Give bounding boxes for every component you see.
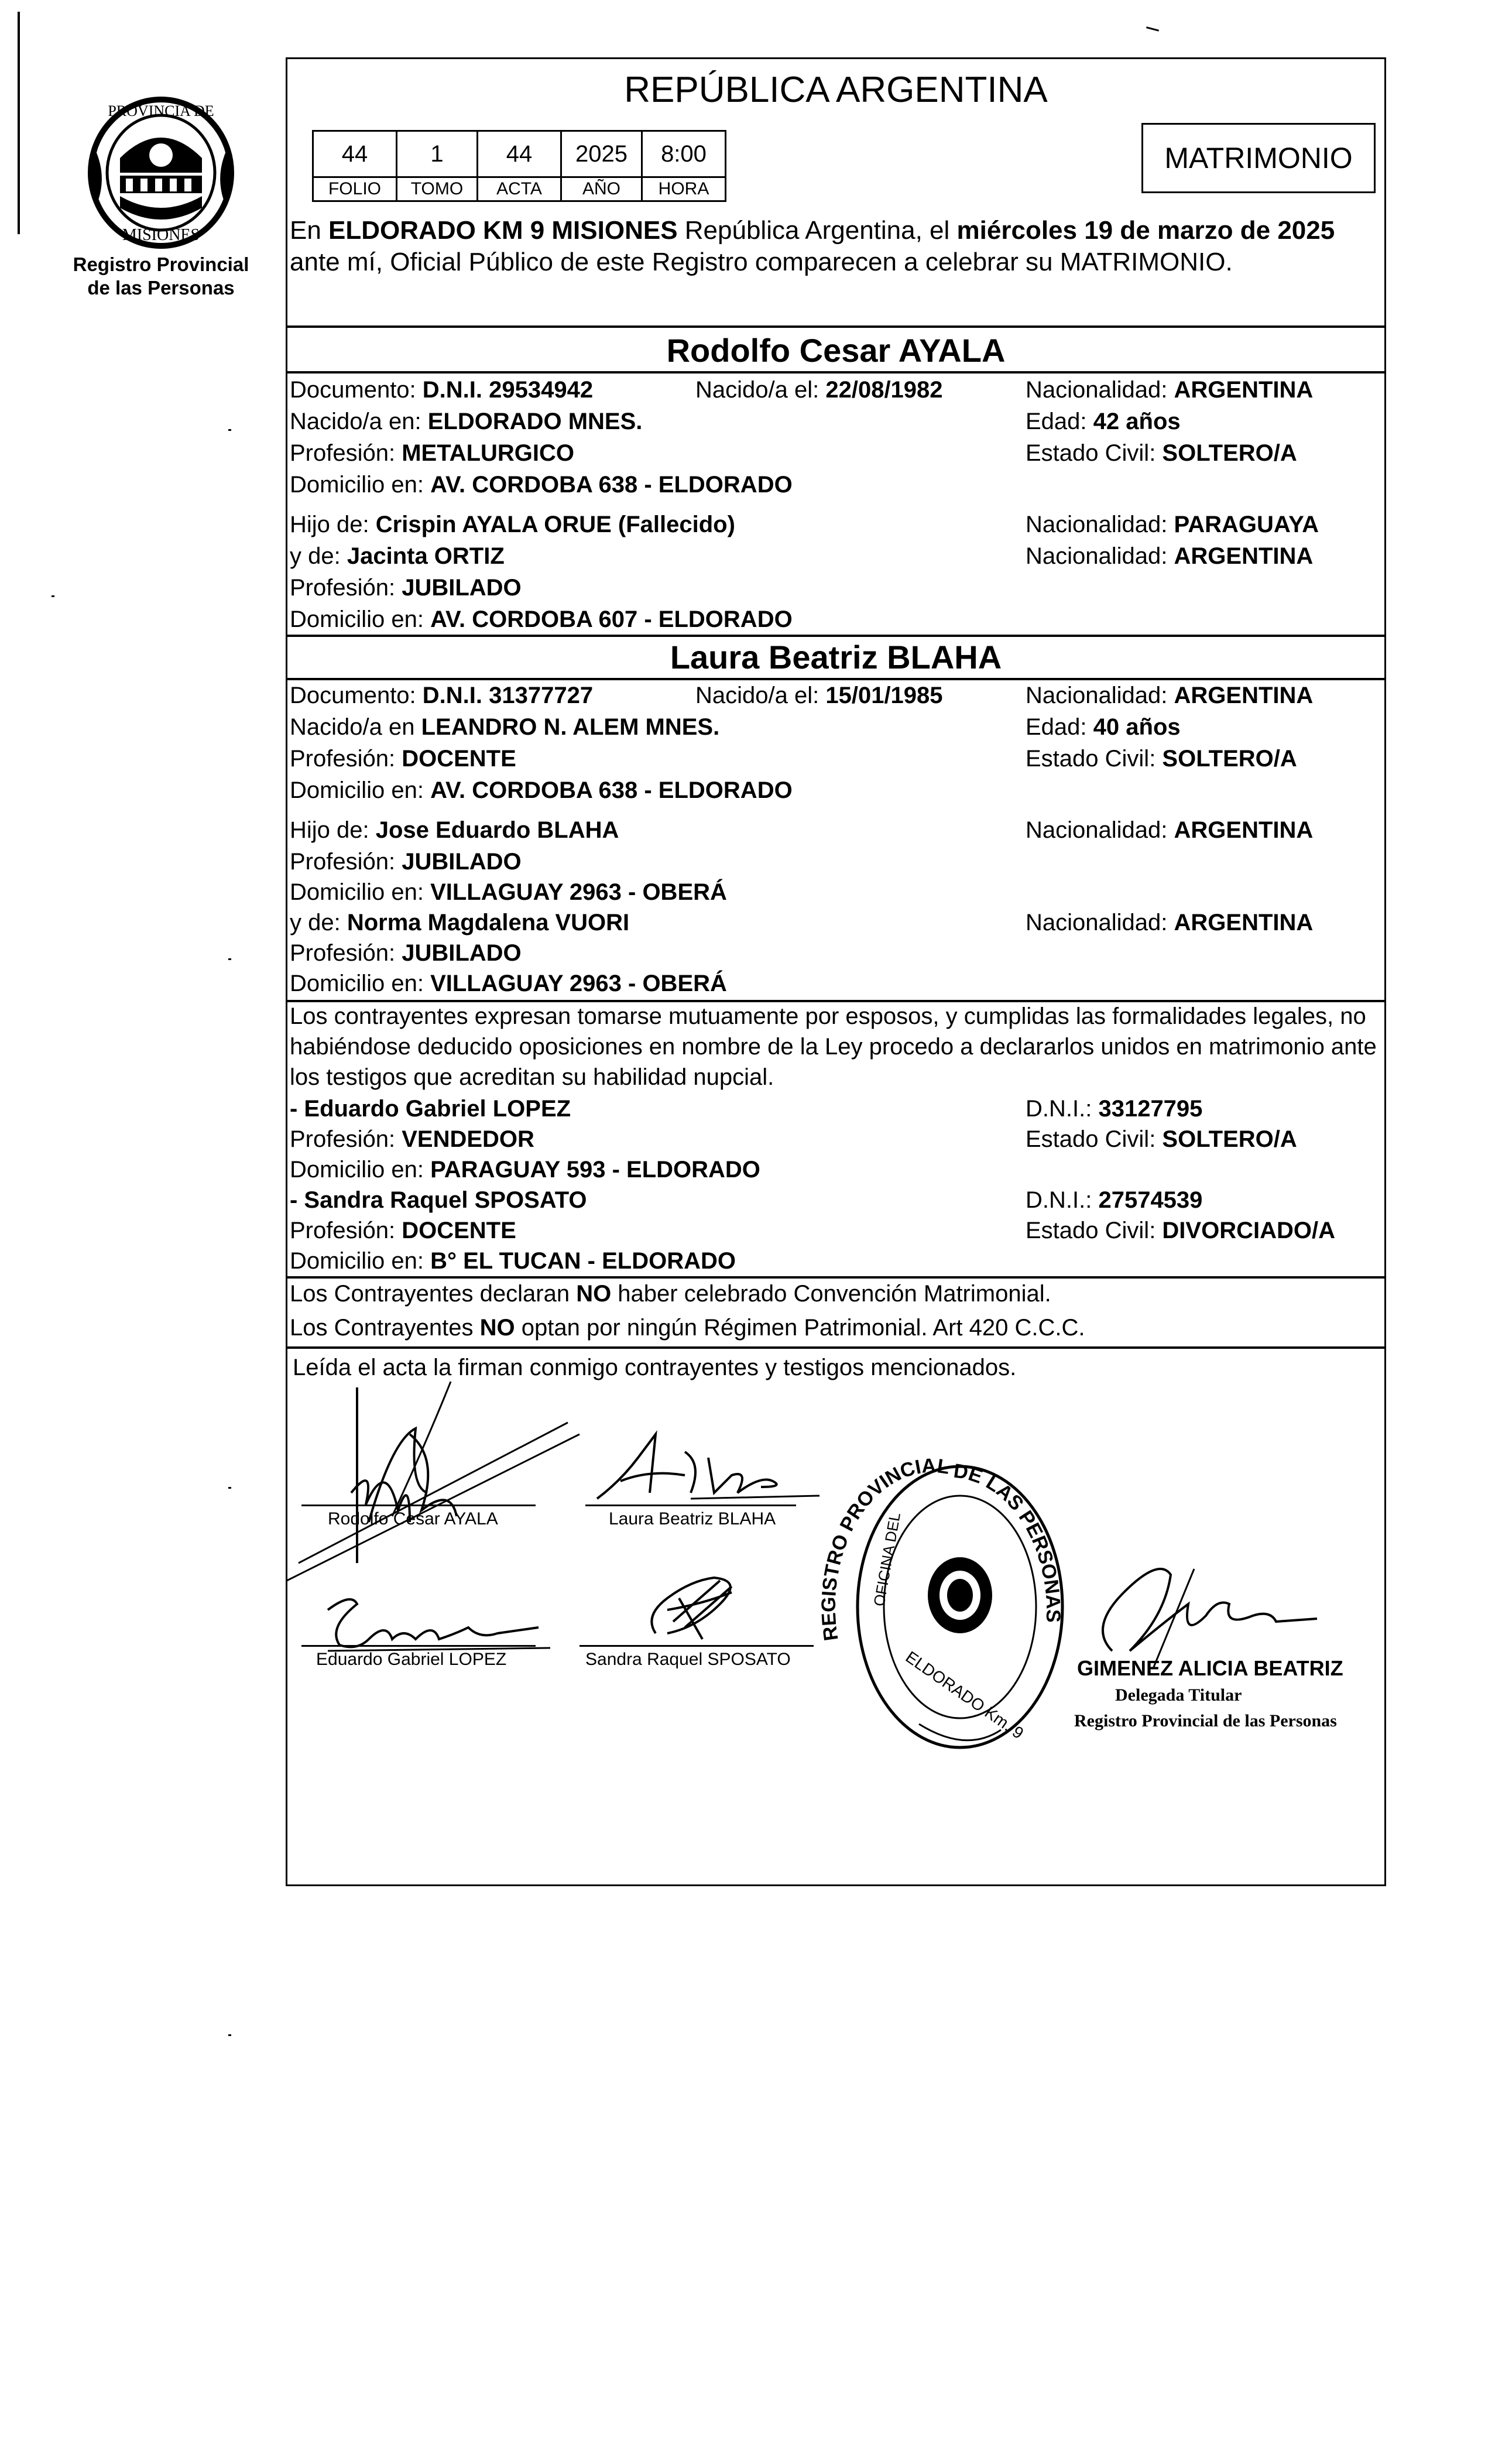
- convention-line2: [290, 1314, 1085, 1342]
- groom-parents-profession: [290, 574, 522, 602]
- label: Domicilio en:: [290, 472, 431, 498]
- label: Domicilio en:: [290, 1248, 431, 1274]
- label: Profesión:: [290, 575, 402, 601]
- witness2-name: - Sandra Raquel SPOSATO: [290, 1187, 587, 1213]
- value: JUBILADO: [402, 849, 522, 875]
- value: ARGENTINA: [1174, 683, 1314, 708]
- value: DOCENTE: [402, 1218, 516, 1243]
- margin-dot: [52, 595, 54, 597]
- value: PARAGUAY 593 - ELDORADO: [430, 1157, 760, 1183]
- registry-caption-line2: de las Personas: [87, 277, 235, 299]
- intro-place: ELDORADO KM 9 MISIONES: [328, 216, 678, 245]
- bride-nationality: [1026, 681, 1313, 710]
- anio-value: 2025: [561, 131, 642, 177]
- value: METALURGICO: [402, 440, 575, 466]
- bride-profession: [290, 745, 516, 773]
- label: Estado Civil:: [1026, 1218, 1163, 1243]
- bride-mother-nationality: [1026, 909, 1313, 937]
- bride-father-nationality: [1026, 816, 1313, 844]
- groom-name: Rodolfo Cesar AYALA: [666, 332, 1006, 369]
- bride-father-address: [290, 878, 727, 906]
- witness2-address: [290, 1247, 736, 1275]
- intro-prefix: En: [290, 216, 329, 245]
- bride-age: [1026, 713, 1181, 741]
- label: Hijo de:: [290, 817, 376, 843]
- logo-top-text: PROVINCIA DE: [108, 102, 214, 119]
- official-stamp: [817, 1454, 1071, 1765]
- witness2-signature-name: Sandra Raquel SPOSATO: [585, 1650, 791, 1669]
- folio-label: FOLIO: [313, 177, 397, 201]
- witness1-address: [290, 1156, 760, 1184]
- value: ARGENTINA: [1174, 817, 1314, 843]
- label: Nacionalidad:: [1026, 512, 1174, 537]
- acta-value: 44: [478, 131, 561, 177]
- official-office: Registro Provincial de las Personas: [1074, 1711, 1337, 1730]
- intro-line2: ante mí, Oficial Público de este Registro comparecen a celebrar su MATRIMONIO.: [290, 248, 1233, 276]
- value: AV. CORDOBA 638 - ELDORADO: [430, 777, 793, 803]
- label: Profesión:: [290, 746, 402, 772]
- declaration-line1: Los contrayentes expresan tomarse mutuamente por esposos, y cumplidas las formalidades legales, no: [290, 1003, 1366, 1029]
- groom-father: [290, 510, 735, 539]
- label: Domicilio en:: [290, 879, 431, 905]
- value: D.N.I. 31377727: [422, 683, 594, 708]
- bride-father-profession: [290, 848, 522, 876]
- margin-dot: [228, 1487, 231, 1489]
- witness1-name: - Eduardo Gabriel LOPEZ: [290, 1096, 571, 1122]
- bride-signature: [585, 1428, 831, 1510]
- hora-value: 8:00: [642, 131, 726, 177]
- label: Domicilio en:: [290, 1157, 431, 1183]
- value: VENDEDOR: [402, 1126, 534, 1152]
- value: VILLAGUAY 2963 - OBERÁ: [430, 971, 727, 996]
- country-title: REPÚBLICA ARGENTINA: [624, 70, 1048, 110]
- bride-name: Laura Beatriz BLAHA: [670, 639, 1002, 676]
- label: Nacido/a el:: [695, 377, 826, 403]
- declaration-line3: los testigos que acreditan su habilidad nupcial.: [290, 1064, 774, 1090]
- anio-label: AÑO: [561, 177, 642, 201]
- bride-birthdate: [695, 681, 943, 710]
- groom-address: [290, 471, 793, 499]
- value: JUBILADO: [402, 575, 522, 601]
- declaration-line2: habiéndose deducido oposiciones en nombre de la Ley procedo a declararlos unidos en matrimonio ante: [290, 1034, 1377, 1060]
- acta-label: ACTA: [478, 177, 561, 201]
- stamp-left-text: OFICINA DEL: [870, 1511, 904, 1608]
- divider: [286, 1276, 1386, 1279]
- groom-mother-nationality: [1026, 542, 1313, 570]
- tomo-label: TOMO: [397, 177, 478, 201]
- value: Jose Eduardo BLAHA: [375, 817, 619, 843]
- intro-date: miércoles 19 de marzo de 2025: [956, 216, 1335, 245]
- label: Nacionalidad:: [1026, 543, 1174, 569]
- groom-father-nationality: [1026, 510, 1319, 539]
- label: Domicilio en:: [290, 777, 431, 803]
- groom-signature: [275, 1370, 603, 1586]
- divider: [286, 325, 1386, 328]
- witness1-signature-name: Eduardo Gabriel LOPEZ: [316, 1650, 507, 1669]
- groom-birthdate: [695, 376, 943, 404]
- groom-nationality: [1026, 376, 1313, 404]
- label: Nacido/a en: [290, 714, 421, 740]
- text: Los Contrayentes: [290, 1315, 480, 1341]
- groom-signature-line: [301, 1505, 536, 1506]
- bride-address: [290, 776, 793, 804]
- witness2-signature: [632, 1569, 749, 1645]
- tomo-value: 1: [397, 131, 478, 177]
- value: 15/01/1985: [825, 683, 943, 708]
- bride-signature-name: Laura Beatriz BLAHA: [609, 1509, 776, 1529]
- convention-line1: [290, 1280, 1051, 1308]
- folio-value: 44: [313, 131, 397, 177]
- bride-father: [290, 816, 619, 844]
- value: 42 años: [1093, 409, 1181, 434]
- value: DOCENTE: [402, 746, 516, 772]
- groom-civil-status: [1026, 439, 1297, 467]
- value: 40 años: [1093, 714, 1181, 740]
- label: Profesión:: [290, 849, 402, 875]
- value: PARAGUAYA: [1174, 512, 1319, 537]
- official-name: GIMENEZ ALICIA BEATRIZ: [1077, 1656, 1343, 1680]
- bride-mother: [290, 909, 629, 937]
- label: y de:: [290, 910, 347, 935]
- witness1-civil-status: [1026, 1125, 1297, 1153]
- witness1-profession: [290, 1125, 534, 1153]
- label: Profesión:: [290, 1126, 402, 1152]
- label: D.N.I.:: [1026, 1096, 1099, 1122]
- label: Profesión:: [290, 940, 402, 966]
- witness2-civil-status: [1026, 1216, 1335, 1245]
- margin-dot: [228, 2034, 231, 2036]
- value: 33127795: [1098, 1096, 1203, 1122]
- label: Nacido/a el:: [695, 683, 826, 708]
- witness1-dni: [1026, 1095, 1202, 1123]
- label: Profesión:: [290, 1218, 402, 1243]
- emphasis: NO: [479, 1315, 515, 1341]
- label: Estado Civil:: [1026, 746, 1163, 772]
- text: optan por ningún Régimen Patrimonial. Art 420 C.C.C.: [515, 1315, 1085, 1341]
- value: LEANDRO N. ALEM MNES.: [421, 714, 720, 740]
- label: Nacionalidad:: [1026, 683, 1174, 708]
- value: JUBILADO: [402, 940, 522, 966]
- record-type-box: MATRIMONIO: [1141, 123, 1376, 193]
- value: VILLAGUAY 2963 - OBERÁ: [430, 879, 727, 905]
- groom-age: [1026, 407, 1181, 436]
- label: Domicilio en:: [290, 606, 431, 632]
- signatures-intro: Leída el acta la firman conmigo contrayentes y testigos mencionados.: [293, 1355, 1017, 1380]
- groom-profession: [290, 439, 574, 467]
- bride-civil-status: [1026, 745, 1297, 773]
- label: Hijo de:: [290, 512, 376, 537]
- witness1-signature: [304, 1592, 550, 1657]
- value: AV. CORDOBA 607 - ELDORADO: [430, 606, 793, 632]
- label: D.N.I.:: [1026, 1187, 1099, 1213]
- witness2-dni: [1026, 1186, 1202, 1214]
- groom-parents-address: [290, 605, 793, 633]
- value: DIVORCIADO/A: [1162, 1218, 1335, 1243]
- stamp-bottom-text: ELDORADO Km. 9: [902, 1647, 1027, 1743]
- label: Estado Civil:: [1026, 440, 1163, 466]
- label: y de:: [290, 543, 347, 569]
- value: SOLTERO/A: [1162, 1126, 1297, 1152]
- value: 22/08/1982: [825, 377, 943, 403]
- registry-caption-line1: Registro Provincial: [73, 253, 249, 275]
- groom-birthplace: [290, 407, 642, 436]
- label: Estado Civil:: [1026, 1126, 1163, 1152]
- witness2-profession: [290, 1216, 516, 1245]
- text: Los Contrayentes declaran: [290, 1281, 577, 1307]
- value: Jacinta ORTIZ: [347, 543, 505, 569]
- emphasis: NO: [576, 1281, 612, 1307]
- divider: [286, 678, 1386, 680]
- value: SOLTERO/A: [1162, 440, 1297, 466]
- bride-mother-profession: [290, 939, 522, 967]
- label: Domicilio en:: [290, 971, 431, 996]
- value: ELDORADO MNES.: [427, 409, 643, 434]
- label: Nacido/a en:: [290, 409, 428, 434]
- label: Edad:: [1026, 409, 1093, 434]
- groom-document: [290, 376, 593, 404]
- value: Norma Magdalena VUORI: [347, 910, 630, 935]
- witness1-signature-line: [301, 1645, 536, 1647]
- value: ARGENTINA: [1174, 377, 1314, 403]
- value: D.N.I. 29534942: [422, 377, 594, 403]
- margin-line: [18, 12, 20, 234]
- margin-dot: [228, 958, 231, 960]
- province-seal-logo: [76, 94, 246, 252]
- divider: [286, 635, 1386, 637]
- hora-label: HORA: [642, 177, 726, 201]
- official-role: Delegada Titular: [1115, 1685, 1242, 1705]
- label: Nacionalidad:: [1026, 377, 1174, 403]
- value: B° EL TUCAN - ELDORADO: [430, 1248, 736, 1274]
- witness2-signature-line: [580, 1645, 814, 1647]
- bride-signature-line: [585, 1505, 796, 1506]
- label: Nacionalidad:: [1026, 910, 1174, 935]
- text: haber celebrado Convención Matrimonial.: [611, 1281, 1051, 1307]
- value: Crispin AYALA ORUE (Fallecido): [375, 512, 735, 537]
- divider: [286, 371, 1386, 373]
- stamp-ring-textpath: REGISTRO PROVINCIAL DE LAS PERSONAS: [817, 1454, 1065, 1643]
- intro-mid: República Argentina, el: [677, 216, 957, 245]
- intro-line1: [290, 217, 1335, 245]
- bride-document: [290, 681, 593, 710]
- margin-dot: [1146, 26, 1159, 32]
- record-number-table: [312, 130, 726, 202]
- margin-dot: [228, 429, 231, 431]
- groom-mother: [290, 542, 505, 570]
- label: Documento:: [290, 683, 423, 708]
- value: 27574539: [1098, 1187, 1203, 1213]
- logo-bottom-text: MISIONES: [122, 226, 200, 244]
- value: ARGENTINA: [1174, 910, 1314, 935]
- value: ARGENTINA: [1174, 543, 1314, 569]
- groom-signature-name: Rodolfo Cesar AYALA: [328, 1509, 498, 1529]
- label: Edad:: [1026, 714, 1093, 740]
- divider: [286, 1346, 1386, 1349]
- bride-birthplace: [290, 713, 719, 741]
- label: Profesión:: [290, 440, 402, 466]
- bride-mother-address: [290, 969, 727, 998]
- value: SOLTERO/A: [1162, 746, 1297, 772]
- value: AV. CORDOBA 638 - ELDORADO: [430, 472, 793, 498]
- label: Nacionalidad:: [1026, 817, 1174, 843]
- label: Documento:: [290, 377, 423, 403]
